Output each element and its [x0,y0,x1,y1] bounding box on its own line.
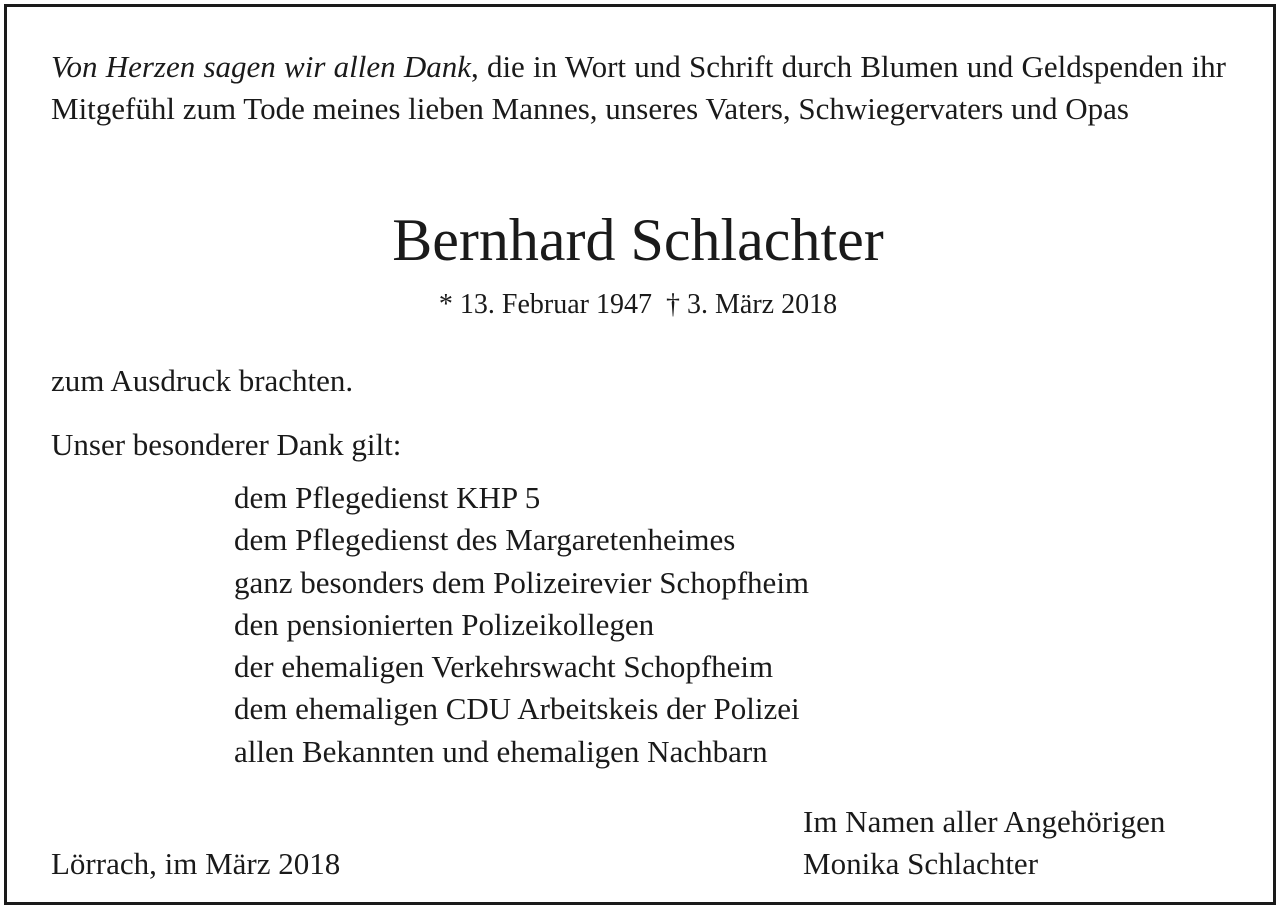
intro-paragraph [51,46,1226,130]
thanks-item: dem Pflegedienst des Margaretenheimes [234,522,736,558]
intro-text: , die in Wort und Schrift durch Blumen und Geldspenden ihr Mitgefühl zum Tode meines lieben Mannes, unseres Vaters, Schwiegervaters und Opas [51,49,1226,126]
birth-date: * 13. Februar 1947 [438,289,652,320]
death-date: † 3. März 2018 [666,289,838,320]
thanks-item: dem ehemaligen CDU Arbeitskeis der Polizei [234,691,800,727]
thanks-item: ganz besonders dem Polizeirevier Schopfheim [234,564,810,600]
deceased-name: Bernhard Schlachter [392,207,884,273]
thanks-item: dem Pflegedienst KHP 5 [234,480,541,515]
thanks-item: allen Bekannten und ehemaligen Nachbarn [234,733,768,769]
thanks-heading: Unser besonderer Dank gilt: [51,427,402,462]
thanks-list [234,477,809,773]
signature-name: Monika Schlachter [803,846,1039,881]
intro-emphasis: Von Herzen sagen wir allen Dank [51,49,471,84]
signature-block [803,801,1165,885]
thanks-item: der ehemaligen Verkehrswacht Schopfheim [234,649,774,685]
signature-line-1: Im Namen aller Angehörigen [803,804,1166,839]
continuation-text: zum Ausdruck brachten. [51,363,354,398]
place-and-date: Lörrach, im März 2018 [51,846,341,881]
thanks-item: den pensionierten Polizeikollegen [234,606,655,642]
life-dates [0,287,1276,323]
